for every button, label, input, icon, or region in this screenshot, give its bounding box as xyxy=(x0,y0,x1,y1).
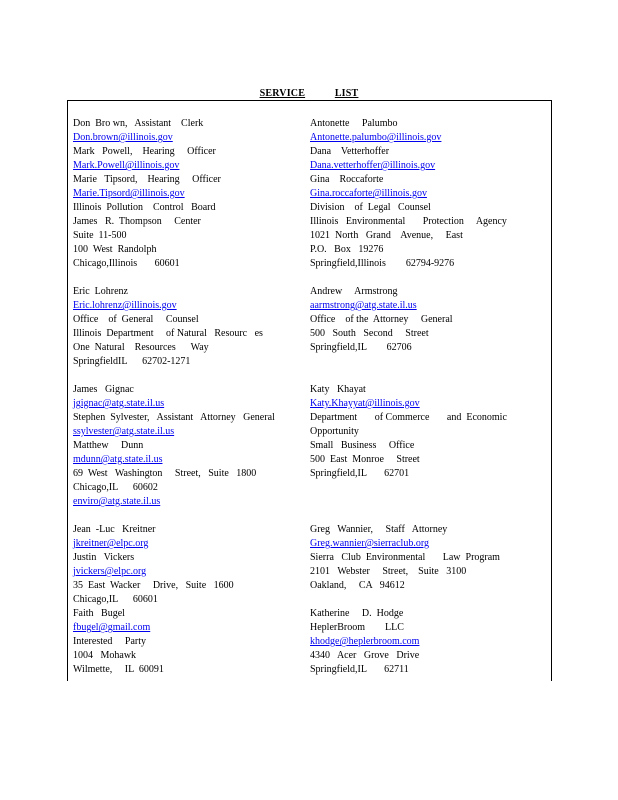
contact-line: Illinois Department of Natural Resourc es xyxy=(73,328,263,339)
contact-line: Springfield,Illinois 62794-9276 xyxy=(310,258,455,269)
contact-line: 1004 Mohawk xyxy=(73,650,137,661)
email-link[interactable]: jvickers@elpc.org xyxy=(73,566,147,577)
contact-line: Dana Vetterhoffer xyxy=(310,146,390,157)
email-link[interactable]: Mark.Powell@illinois.gov xyxy=(73,160,180,171)
contact-line: Eric Lohrenz xyxy=(73,286,128,297)
email-link[interactable]: jgignac@atg.state.il.us xyxy=(73,398,165,409)
contact-line: Faith Bugel xyxy=(73,608,125,619)
contact-line: 500 South Second Street xyxy=(310,328,429,339)
contact-block xyxy=(310,523,545,677)
contact-line: Stephen Sylvester, Assistant Attorney General xyxy=(73,412,275,423)
contact-line: Oakland, CA 94612 xyxy=(310,580,405,591)
contact-line: P.O. Box 19276 xyxy=(310,244,384,255)
contact-line: James Gignac xyxy=(73,384,134,395)
contact-block xyxy=(73,117,298,271)
contact-block xyxy=(73,383,298,509)
contact-line: 69 West Washington Street, Suite 1800 xyxy=(73,468,257,479)
contact-line: Department of Commerce and Economic xyxy=(310,412,507,423)
contact-line: One Natural Resources Way xyxy=(73,342,209,353)
email-link[interactable]: enviro@atg.state.il.us xyxy=(73,496,161,507)
contact-line: Matthew Dunn xyxy=(73,440,144,451)
contact-line: Interested Party xyxy=(73,636,147,647)
contact-line xyxy=(310,593,545,607)
email-link[interactable]: ssylvester@atg.state.il.us xyxy=(73,426,175,437)
contact-line: Chicago,Illinois 60601 xyxy=(73,258,180,269)
contact-line: Office of General Counsel xyxy=(73,314,199,325)
contact-line: Andrew Armstrong xyxy=(310,286,398,297)
contact-line: Springfield,IL 62711 xyxy=(310,664,409,675)
title-service: SERVICE xyxy=(259,88,306,99)
contact-line: Sierra Club Environmental Law Program xyxy=(310,552,500,563)
contact-line: Gina Roccaforte xyxy=(310,174,384,185)
contact-line: Katherine D. Hodge xyxy=(310,608,404,619)
email-link[interactable]: khodge@heplerbroom.com xyxy=(310,636,420,647)
email-link[interactable]: Don.brown@illinois.gov xyxy=(73,132,173,143)
contact-line: Opportunity xyxy=(310,426,359,437)
contact-line: Jean -Luc Kreitner xyxy=(73,524,156,535)
email-link[interactable]: Marie.Tipsord@illinois.gov xyxy=(73,188,185,199)
contact-line: Division of Legal Counsel xyxy=(310,202,431,213)
contact-line: Marie Tipsord, Hearing Officer xyxy=(73,174,221,185)
contact-line: 4340 Acer Grove Drive xyxy=(310,650,420,661)
contact-line: Illinois Environmental Protection Agency xyxy=(310,216,507,227)
email-link[interactable]: Katy.Khayyat@illinois.gov xyxy=(310,398,420,409)
contact-line: Office of the Attorney General xyxy=(310,314,453,325)
right-column xyxy=(310,117,545,691)
contact-line: Greg Wannier, Staff Attorney xyxy=(310,524,448,535)
contact-block xyxy=(73,523,298,677)
contact-block xyxy=(310,383,545,481)
contact-line: 100 West Randolph xyxy=(73,244,157,255)
contact-line: Katy Khayat xyxy=(310,384,366,395)
contact-line: Chicago,IL 60601 xyxy=(73,594,158,605)
contact-line: 35 East Wacker Drive, Suite 1600 xyxy=(73,580,234,591)
title-list: LIST xyxy=(334,88,359,99)
contact-line: 1021 North Grand Avenue, East xyxy=(310,230,463,241)
email-link[interactable]: Antonette.palumbo@illinois.gov xyxy=(310,132,442,143)
contact-line: SpringfieldIL 62702-1271 xyxy=(73,356,191,367)
email-link[interactable]: Gina.roccaforte@illinois.gov xyxy=(310,188,427,199)
contact-line: Justin Vickers xyxy=(73,552,135,563)
contact-block xyxy=(310,117,545,271)
email-link[interactable]: Dana.vetterhoffer@illinois.gov xyxy=(310,160,436,171)
email-link[interactable]: aarmstrong@atg.state.il.us xyxy=(310,300,417,311)
service-list-title xyxy=(0,88,618,99)
contact-line: Mark Powell, Hearing Officer xyxy=(73,146,216,157)
contact-line: HeplerBroom LLC xyxy=(310,622,404,633)
contact-line: Suite 11-500 xyxy=(73,230,127,241)
contact-line: Don Bro wn, Assistant Clerk xyxy=(73,118,204,129)
contact-line: Springfield,IL 62706 xyxy=(310,342,412,353)
contact-line: 2101 Webster Street, Suite 3100 xyxy=(310,566,467,577)
contact-line: James R. Thompson Center xyxy=(73,216,201,227)
contact-line: Springfield,IL 62701 xyxy=(310,468,410,479)
contact-line: Wilmette, IL 60091 xyxy=(73,664,164,675)
left-column xyxy=(73,117,298,691)
email-link[interactable]: mdunn@atg.state.il.us xyxy=(73,454,163,465)
contact-line: Chicago,IL 60602 xyxy=(73,482,158,493)
contact-line: Illinois Pollution Control Board xyxy=(73,202,216,213)
email-link[interactable]: jkreitner@elpc.org xyxy=(73,538,149,549)
email-link[interactable]: Greg.wannier@sierraclub.org xyxy=(310,538,429,549)
email-link[interactable]: Eric.lohrenz@illinois.gov xyxy=(73,300,177,311)
contact-block xyxy=(73,285,298,369)
contact-line: Antonette Palumbo xyxy=(310,118,398,129)
contact-line: Small Business Office xyxy=(310,440,415,451)
contact-block xyxy=(310,285,545,355)
contact-line: 500 East Monroe Street xyxy=(310,454,420,465)
email-link[interactable]: fbugel@gmail.com xyxy=(73,622,151,633)
